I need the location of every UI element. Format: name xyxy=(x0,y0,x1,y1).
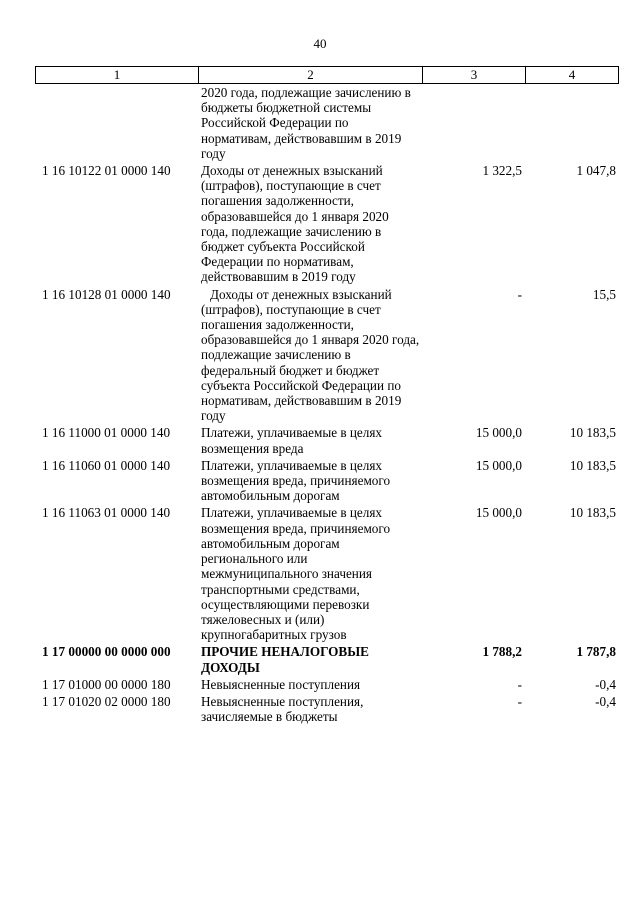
row-code xyxy=(35,85,198,161)
table-row xyxy=(35,287,618,424)
row-value-col4: 15,5 xyxy=(592,286,616,302)
row-name: Невыясненные поступления, зачисляемые в бюджеты xyxy=(201,693,364,725)
row-code: 1 16 11060 01 0000 140 xyxy=(42,457,171,473)
table-row xyxy=(35,85,618,161)
row-name: Платежи, уплачиваемые в целях возмещения вреда, причиняемого автомобильным дорогам xyxy=(201,457,391,504)
row-value-col3: 1 788,2 xyxy=(482,644,522,660)
row-code: 1 16 10122 01 0000 140 xyxy=(42,163,171,179)
table-row xyxy=(35,425,618,455)
row-name: Доходы от денежных взысканий (штрафов), поступающие в счет погашения задолженности, образовавшейся до 1 января 2020 года, подлежащие зачислению в федеральный бюджет и бюджет субъекта Российской Федерации по нормативам, действовавшим в 2019 году xyxy=(201,286,420,424)
row-value-col4 xyxy=(525,85,618,161)
column-header-3: 3 xyxy=(423,67,526,84)
row-value-col3 xyxy=(413,85,525,161)
table-row xyxy=(35,505,618,642)
row-value-col4: 10 183,5 xyxy=(569,457,616,473)
row-name: ПРОЧИЕ НЕНАЛОГОВЫЕ ДОХОДЫ xyxy=(201,644,369,675)
row-code: 1 16 11063 01 0000 140 xyxy=(42,505,171,521)
row-value-col3: - xyxy=(517,676,522,692)
row-name: Платежи, уплачиваемые в целях возмещения вреда xyxy=(201,425,383,456)
column-header-4: 4 xyxy=(526,67,619,84)
row-value-col4: 1 787,8 xyxy=(576,644,616,660)
row-name: Доходы от денежных взысканий (штрафов), поступающие в счет погашения задолженности, образовавшейся до 1 января 2020 года, подлежащие зачислению в бюджет субъекта Российской Федерации по нормативам, действовавшим в 2019 году xyxy=(201,163,389,285)
table-body xyxy=(35,85,618,724)
table-row xyxy=(35,694,618,724)
row-name: 2020 года, подлежащие зачислению в бюджеты бюджетной системы Российской Федерации по нормативам, действовавшим в 2019 году xyxy=(201,85,411,161)
row-name: Платежи, уплачиваемые в целях возмещения вреда, причиняемого автомобильным дорогам регионального или межмуниципального значения транспортными средствами, осуществляющими перевозки тяжеловесных и (или) крупногабаритных грузов xyxy=(201,505,391,643)
row-value-col4: -0,4 xyxy=(595,693,616,709)
column-header-1: 1 xyxy=(36,67,199,84)
row-value-col3: 15 000,0 xyxy=(475,425,522,441)
column-header-2: 2 xyxy=(199,67,423,84)
row-code: 1 17 01020 02 0000 180 xyxy=(42,693,171,709)
row-value-col4: 1 047,8 xyxy=(576,163,616,179)
row-code: 1 16 10128 01 0000 140 xyxy=(42,286,171,302)
row-value-col3: - xyxy=(517,693,522,709)
row-value-col4: -0,4 xyxy=(595,676,616,692)
table-row xyxy=(35,458,618,504)
row-value-col3: 1 322,5 xyxy=(482,163,522,179)
row-value-col3: 15 000,0 xyxy=(475,505,522,521)
table-row-total xyxy=(35,644,618,674)
row-name: Невыясненные поступления xyxy=(201,676,361,692)
row-value-col4: 10 183,5 xyxy=(569,425,616,441)
row-value-col3: 15 000,0 xyxy=(475,457,522,473)
table-row xyxy=(35,677,618,692)
row-code: 1 16 11000 01 0000 140 xyxy=(42,425,171,441)
page-number: 40 xyxy=(313,36,327,51)
row-value-col3: - xyxy=(517,286,522,302)
column-header-table xyxy=(35,66,619,84)
row-code: 1 17 01000 00 0000 180 xyxy=(42,676,171,692)
table-row xyxy=(35,163,618,285)
column-header-row xyxy=(36,67,619,84)
row-value-col4: 10 183,5 xyxy=(569,505,616,521)
row-code: 1 17 00000 00 0000 000 xyxy=(42,644,171,660)
